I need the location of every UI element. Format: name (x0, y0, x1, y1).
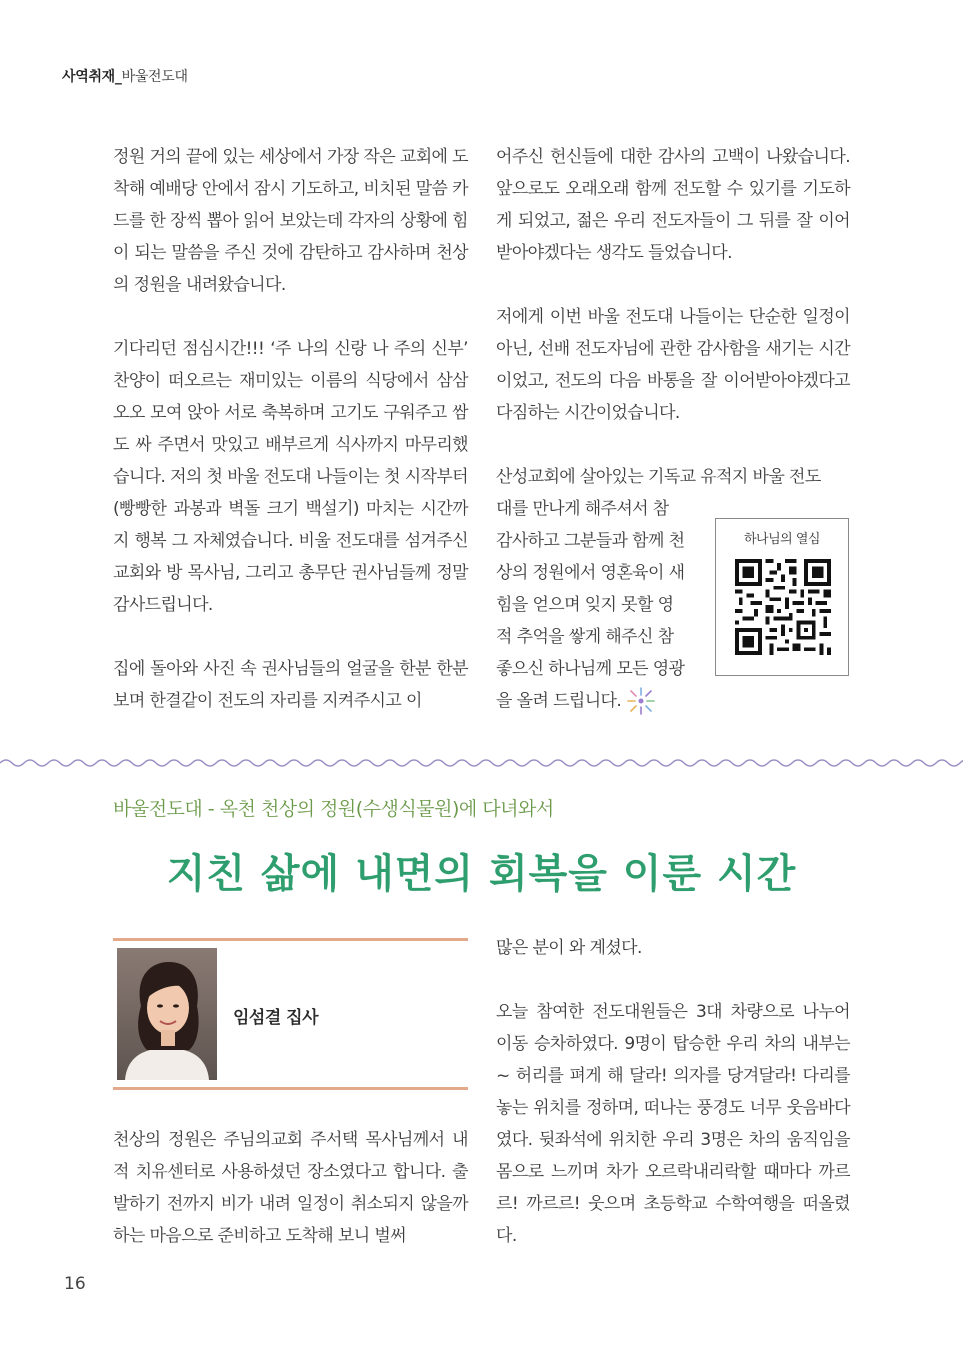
closing-line: 상의 정원에서 영혼육이 새 (496, 563, 685, 583)
paragraph: 저에게 이번 바울 전도대 나들이는 단순한 일정이 아닌, 선배 전도자님에 관한 감사함을 새기는 시간이었고, 전도의 다음 바통을 잘 이어받아야겠다고 다짐하는 시간이었습니다. (496, 307, 850, 423)
author-rule-bottom (113, 1087, 468, 1090)
page-header (62, 66, 188, 86)
author-rule-top (113, 938, 468, 941)
paragraph: 천상의 정원은 주님의교회 주서택 목사님께서 내적 치유센터로 사용하셨던 장소였다고 합니다. 출발하기 전까지 비가 내려 일정이 취소되지 않을까 하는 마음으로 준비하고 도착해 보니 벌써 (113, 1130, 468, 1246)
author-portrait (117, 948, 217, 1080)
closing-line: 좋으신 하나님께 모든 영광 (496, 659, 685, 679)
section-label: 사역취재_ (62, 69, 122, 85)
closing-line: 감사하고 그분들과 함께 천 (496, 531, 685, 551)
page-number: 16 (64, 1274, 86, 1294)
paragraph: 많은 분이 와 계셨다. (496, 938, 642, 958)
section-title: 바울전도대 (121, 69, 188, 85)
article2-right-column (496, 932, 850, 1252)
author-name: 임섬결 집사 (233, 1008, 319, 1028)
article2-headline: 지친 삶에 내면의 회복을 이룬 시간 (166, 850, 797, 897)
article2-left-column (113, 1124, 468, 1252)
article1-left-column (113, 141, 468, 717)
qr-code-icon (735, 559, 831, 655)
paragraph: 기다리던 점심시간!!! ‘주 나의 신랑 나 주의 신부’ 찬양이 떠오르는 재미있는 이름의 식당에서 삼삼오오 모여 앉아 서로 축복하며 고기도 구워주고 쌈도 싸 주면서 맛있고 배부르게 식사까지 마무리했습니다. 저의 첫 바울 전도대 나들이는 첫 시작부터 (빵빵한 과봉과 벽돌 크기 백설기) 마치는 시간까지 행복 그 자체였습니다. 비울 전도대를 섬겨주신 교회와 방 목사님, 그리고 총무단 권사님들께 정말 감사드립니다. (113, 339, 468, 615)
paragraph: 오늘 참여한 전도대원들은 3대 차량으로 나누어 이동 승차하였다. 9명이 탑승한 우리 차의 내부는~ 허리를 펴게 해 달라! 의자를 당겨달라! 다리를 놓는 위치를 정하며, 떠나는 풍경도 너무 웃음바다였다. 뒷좌석에 위치한 우리 3명은 차의 움직임을 몸으로 느끼며 차가 오르락내리락할 때마다 까르르! 까르르! 웃으며 초등학교 수학여행을 떠올렸다. (496, 1002, 850, 1246)
paragraph: 정원 거의 끝에 있는 세상에서 가장 작은 교회에 도착해 예배당 안에서 잠시 기도하고, 비치된 말씀 카드를 한 장씩 뽑아 읽어 보았는데 각자의 상황에 힘이 되는 말씀을 주신 것에 감탄하고 감사하며 천상의 정원을 내려왔습니다. (113, 147, 468, 295)
closing-line: 을 올려 드립니다. (496, 691, 622, 711)
sparkle-icon (626, 686, 656, 716)
closing-line: 적 추억을 쌓게 해주신 참 (496, 627, 674, 647)
closing-line: 힘을 얻으며 잊지 못할 영 (496, 595, 674, 615)
qr-code-box[interactable] (715, 518, 849, 676)
closing-paragraph-lead: 산성교회에 살아있는 기독교 유적지 바울 전도 (496, 467, 821, 487)
closing-line: 대를 만나게 해주셔서 참 (496, 499, 669, 519)
paragraph: 어주신 헌신들에 대한 감사의 고백이 나왔습니다. 앞으로도 오래오래 함께 전도할 수 있기를 기도하게 되었고, 젊은 우리 전도자들이 그 뒤를 잘 이어받아야겠다는 생각도 들었습니다. (496, 147, 850, 263)
closing-paragraph-narrow (496, 493, 701, 717)
paragraph: 집에 돌아와 사진 속 권사님들의 얼굴을 한분 한분 보며 한결같이 전도의 자리를 지켜주시고 이 (113, 659, 468, 711)
qr-label: 하나님의 열심 (744, 532, 820, 547)
wave-divider (0, 754, 963, 772)
article2-kicker: 바울전도대 - 옥천 천상의 정원(수생식물원)에 다녀와서 (113, 798, 554, 820)
